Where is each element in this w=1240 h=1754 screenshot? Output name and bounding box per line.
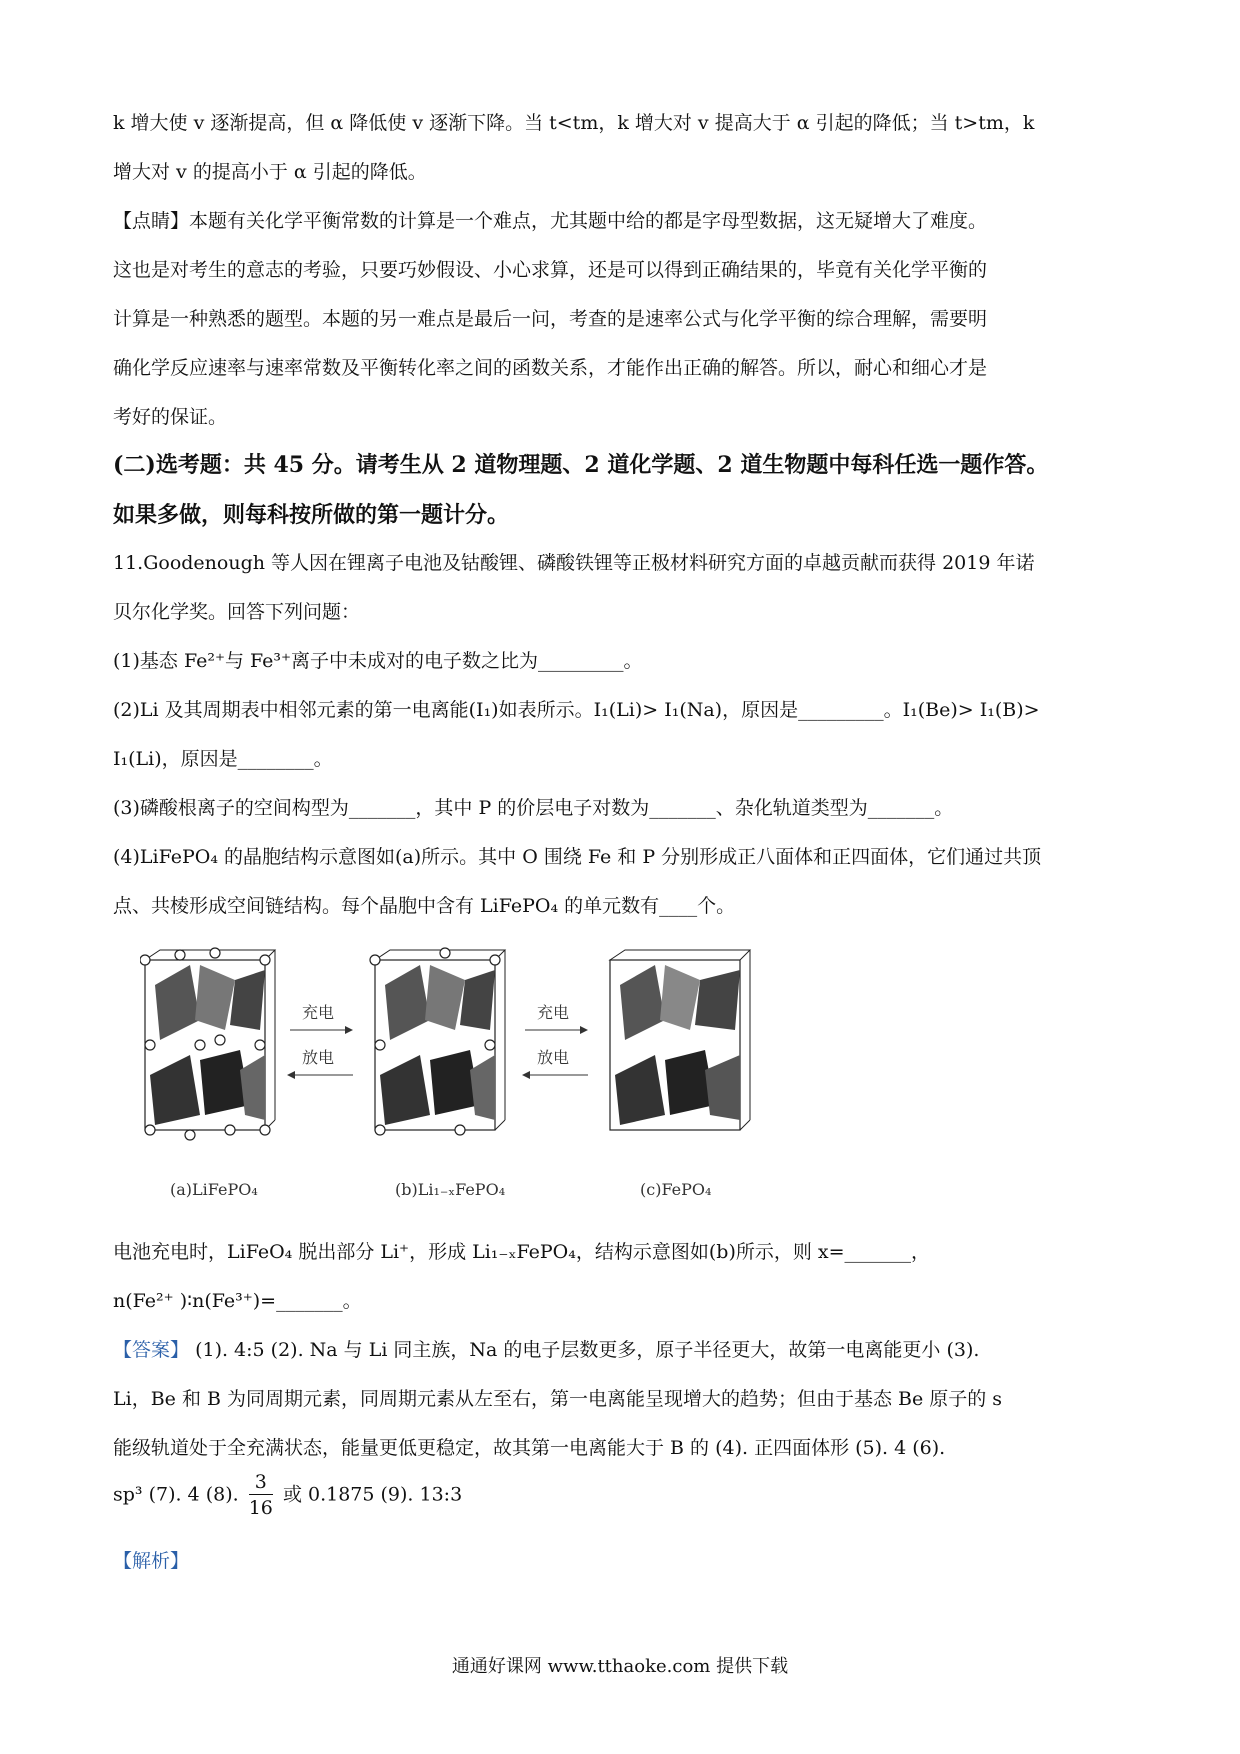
section-heading-1: (二)选考题：共 45 分。请考生从 2 道物理题、2 道化学题、2 道生物题中每科任选一题作答。 (113, 452, 1049, 478)
question-line-2: 贝尔化学奖。回答下列问题： (113, 601, 361, 623)
page-footer: 通通好课网 www.tthaoke.com 提供下载 (451, 1656, 789, 1677)
answer-line-4 (113, 1470, 462, 1521)
caption-b: (b)Li₁₋ₓFePO₄ (395, 1180, 506, 1199)
question-line-3: (1)基态 Fe²⁺与 Fe³⁺离子中未成对的电子数之比为_________。 (113, 650, 643, 672)
question-line-7: (4)LiFePO₄ 的晶胞结构示意图如(a)所示。其中 O 围绕 Fe 和 P 分别形成正八面体和正四面体，它们通过共顶 (113, 846, 1042, 868)
question-line-6: (3)磷酸根离子的空间构型为_______，其中 P 的价层电子对数为_______、杂化轨道类型为_______。 (113, 797, 954, 819)
fraction-denominator: 16 (248, 1497, 273, 1519)
analysis-label: 【解析】 (113, 1550, 190, 1572)
caption-c: (c)FePO₄ (640, 1180, 712, 1199)
crystal-structure-figure (140, 945, 820, 1205)
answer-text-4a: sp³ (7). 4 (8). (113, 1483, 239, 1506)
text-line-1: k 增大使 v 逐渐提高，但 α 降低使 v 逐渐下降。当 t<tm，k 增大对 v 提高大于 α 引起的降低；当 t>tm，k (113, 112, 1035, 134)
cell-c (610, 950, 750, 1130)
caption-a: (a)LiFePO₄ (170, 1180, 258, 1199)
crystal-diagram-svg (140, 945, 820, 1205)
arrows-1 (287, 1003, 353, 1079)
arrow2-top-label: 充电 (537, 1003, 570, 1022)
arrows-2 (522, 1003, 588, 1079)
fraction (249, 1470, 273, 1521)
text-line-6: 确化学反应速率与速率常数及平衡转化率之间的函数关系，才能作出正确的解答。所以，耐心和细心才是 (113, 357, 988, 379)
text-line-5: 计算是一种熟悉的题型。本题的另一难点是最后一问，考查的是速率公式与化学平衡的综合理解，需要明 (113, 308, 988, 330)
cell-a (140, 948, 275, 1140)
fraction-numerator: 3 (249, 1470, 273, 1495)
answer-line-1 (113, 1335, 979, 1362)
text-line-2: 增大对 v 的提高小于 α 引起的降低。 (113, 161, 427, 183)
cell-b (370, 948, 505, 1135)
arrow2-bottom-label: 放电 (537, 1048, 570, 1067)
section-heading-2: 如果多做，则每科按所做的第一题计分。 (113, 502, 510, 528)
arrow1-bottom-label: 放电 (302, 1048, 335, 1067)
after-figure-line-2: n(Fe²⁺ )∶n(Fe³⁺)=_______。 (113, 1290, 362, 1312)
text-line-4: 这也是对考生的意志的考验，只要巧妙假设、小心求算，还是可以得到正确结果的，毕竟有关化学平衡的 (113, 259, 988, 281)
question-line-1: 11.Goodenough 等人因在锂离子电池及钴酸锂、磷酸铁锂等正极材料研究方面的卓越贡献而获得 2019 年诺 (113, 552, 1035, 574)
answer-text-1: (1). 4:5 (2). Na 与 Li 同主族，Na 的电子层数更多，原子半径更大，故第一电离能更小 (3). (195, 1339, 980, 1361)
text-line-3: 【点睛】本题有关化学平衡常数的计算是一个难点，尤其题中给的都是字母型数据，这无疑增大了难度。 (113, 210, 988, 232)
answer-label: 【答案】 (113, 1339, 190, 1361)
answer-text-4b: 或 0.1875 (9). 13:3 (282, 1483, 463, 1506)
question-line-4: (2)Li 及其周期表中相邻元素的第一电离能(I₁)如表所示。I₁(Li)> I₁(Na)，原因是_________。I₁(Be)> I₁(B)> (113, 699, 1040, 721)
answer-line-2: Li，Be 和 B 为同周期元素，同周期元素从左至右，第一电离能呈现增大的趋势；但由于基态 Be 原子的 s (113, 1388, 1003, 1410)
text-line-7: 考好的保证。 (113, 406, 228, 428)
after-figure-line-1: 电池充电时，LiFeO₄ 脱出部分 Li⁺，形成 Li₁₋ₓFePO₄，结构示意图如(b)所示，则 x=_______， (113, 1241, 931, 1263)
answer-line-3: 能级轨道处于全充满状态，能量更低更稳定，故其第一电离能大于 B 的 (4). 正四面体形 (5). 4 (6). (113, 1437, 946, 1459)
arrow1-top-label: 充电 (302, 1003, 335, 1022)
question-line-5: I₁(Li)，原因是________。 (113, 748, 333, 770)
question-line-8: 点、共棱形成空间链结构。每个晶胞中含有 LiFePO₄ 的单元数有____个。 (113, 895, 736, 917)
